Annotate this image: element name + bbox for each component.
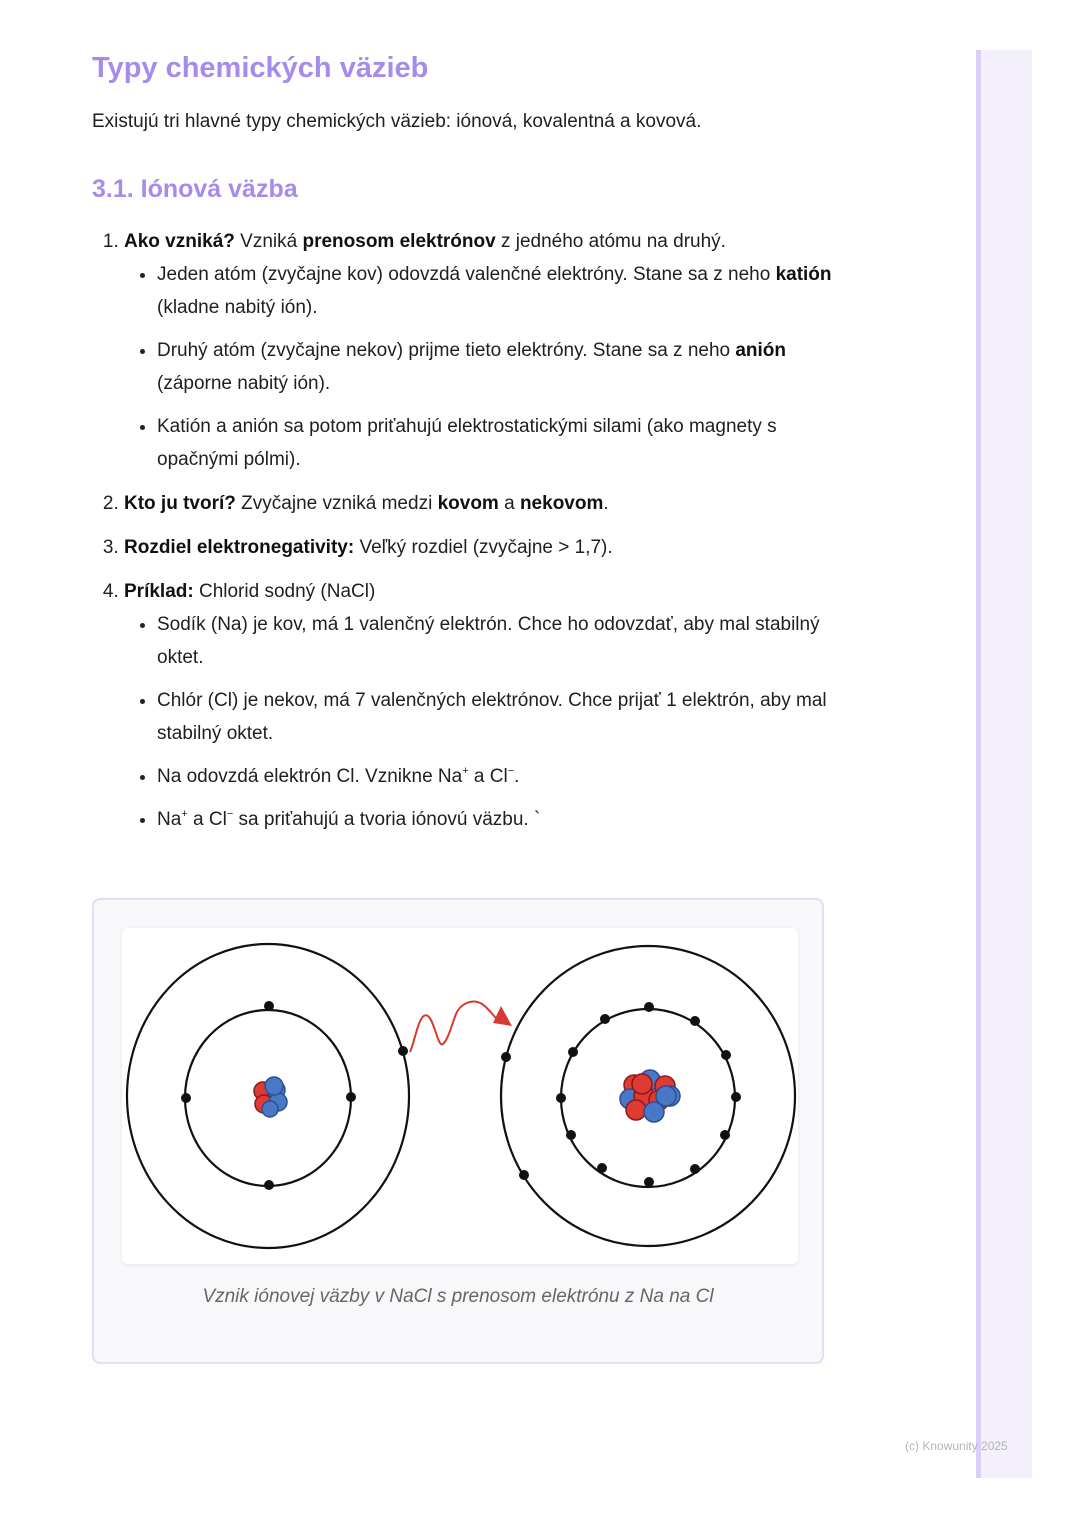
page-title: Typy chemických väzieb xyxy=(92,52,429,84)
electron xyxy=(690,1016,700,1026)
electron xyxy=(690,1164,700,1174)
item-text: Chlorid sodný (NaCl) xyxy=(193,581,376,602)
item-label: Príklad: xyxy=(124,581,194,602)
electron xyxy=(644,1002,654,1012)
electron xyxy=(519,1170,529,1180)
side-accent-line xyxy=(976,50,981,1478)
sub-item: • Chlór (Cl) je nekov, má 7 valenčných elektrónov. Chce prijať 1 elektrón, aby mal stabilný oktet. xyxy=(157,684,832,750)
electron xyxy=(644,1177,654,1187)
sub-item xyxy=(157,258,832,324)
sub-item xyxy=(157,760,832,793)
sub-text: Jeden atóm (zvyčajne kov) odovzdá valenčné elektróny. Stane sa z neho xyxy=(157,264,776,285)
proton xyxy=(632,1074,652,1094)
electron xyxy=(181,1093,191,1103)
sub-text: Druhý atóm (zvyčajne nekov) prijme tieto elektróny. Stane sa z neho xyxy=(157,340,736,361)
list-item xyxy=(124,575,832,836)
sub-text: . xyxy=(514,766,520,787)
list-item xyxy=(124,487,832,520)
sub-item xyxy=(157,334,832,400)
charge-superscript: + xyxy=(462,765,469,777)
item-text: Zvyčajne vzniká medzi xyxy=(235,493,438,514)
item-text: Vzniká xyxy=(234,231,303,252)
sub-list xyxy=(124,608,832,836)
sub-text: sa priťahujú a tvoria iónovú väzbu. ` xyxy=(233,809,541,830)
sub-item: • Katión a anión sa potom priťahujú elektrostatickými silami (ako magnety s opačnými pólmi). xyxy=(157,410,832,476)
figure-caption: Vznik iónovej väzby v NaCl s prenosom elektrónu z Na na Cl xyxy=(202,1286,714,1307)
item-bold: prenosom elektrónov xyxy=(302,231,496,252)
figure-box xyxy=(92,898,824,1364)
neutron xyxy=(265,1077,283,1095)
intro-paragraph: Existujú tri hlavné typy chemických väzieb: iónová, kovalentná a kovová. xyxy=(92,111,702,132)
sub-text: Na odovzdá elektrón Cl. Vznikne Na xyxy=(157,766,463,787)
footer-copyright: (c) Knowunity 2025 xyxy=(905,1439,1008,1453)
sub-bold: katión xyxy=(775,264,832,285)
item-text: . xyxy=(603,493,609,514)
electron xyxy=(731,1092,741,1102)
sub-text: (kladne nabitý ión). xyxy=(157,297,318,318)
sub-bold: anión xyxy=(735,340,787,361)
electron xyxy=(346,1092,356,1102)
document-content xyxy=(92,48,832,847)
cl-nucleus xyxy=(620,1070,680,1122)
electron-transfer-arrow xyxy=(410,1002,496,1052)
item-text: a xyxy=(498,493,520,514)
item-bold: nekovom xyxy=(519,493,604,514)
neutron xyxy=(262,1101,278,1117)
ionic-bond-diagram xyxy=(122,928,798,1264)
item-bold: kovom xyxy=(437,493,499,514)
list-item xyxy=(124,225,832,476)
electron xyxy=(398,1046,408,1056)
electron xyxy=(566,1130,576,1140)
diagram-card xyxy=(122,928,798,1264)
item-label: Kto ju tvorí? xyxy=(124,493,236,514)
main-list xyxy=(92,225,832,836)
charge-superscript: − xyxy=(226,808,234,820)
sub-item: • Sodík (Na) je kov, má 1 valenčný elektrón. Chce ho odovzdať, aby mal stabilný oktet. xyxy=(157,608,832,674)
neutron xyxy=(656,1086,676,1106)
electron xyxy=(264,1001,274,1011)
item-text: Veľký rozdiel (zvyčajne > 1,7). xyxy=(354,537,613,558)
item-label: Rozdiel elektronegativity: xyxy=(124,537,355,558)
charge-superscript: + xyxy=(181,808,188,820)
electron xyxy=(264,1180,274,1190)
electron xyxy=(720,1130,730,1140)
list-item xyxy=(124,531,832,564)
proton xyxy=(626,1100,646,1120)
sub-text: a Cl xyxy=(468,766,508,787)
arrow-head xyxy=(493,1006,512,1026)
sub-text: (záporne nabitý ión). xyxy=(157,373,331,394)
side-panel xyxy=(976,50,1032,1478)
electron xyxy=(597,1163,607,1173)
na-nucleus xyxy=(254,1077,287,1117)
electron xyxy=(556,1093,566,1103)
item-label: Ako vzniká? xyxy=(124,231,235,252)
sub-text: Na xyxy=(157,809,182,830)
electron xyxy=(600,1014,610,1024)
electron xyxy=(568,1047,578,1057)
item-text: z jedného atómu na druhý. xyxy=(495,231,726,252)
sub-item xyxy=(157,803,832,836)
electron xyxy=(721,1050,731,1060)
section-heading: 3.1. Iónová väzba xyxy=(92,175,298,203)
sub-text: a Cl xyxy=(187,809,227,830)
electron xyxy=(501,1052,511,1062)
charge-superscript: − xyxy=(507,765,515,777)
sub-list xyxy=(124,258,832,476)
